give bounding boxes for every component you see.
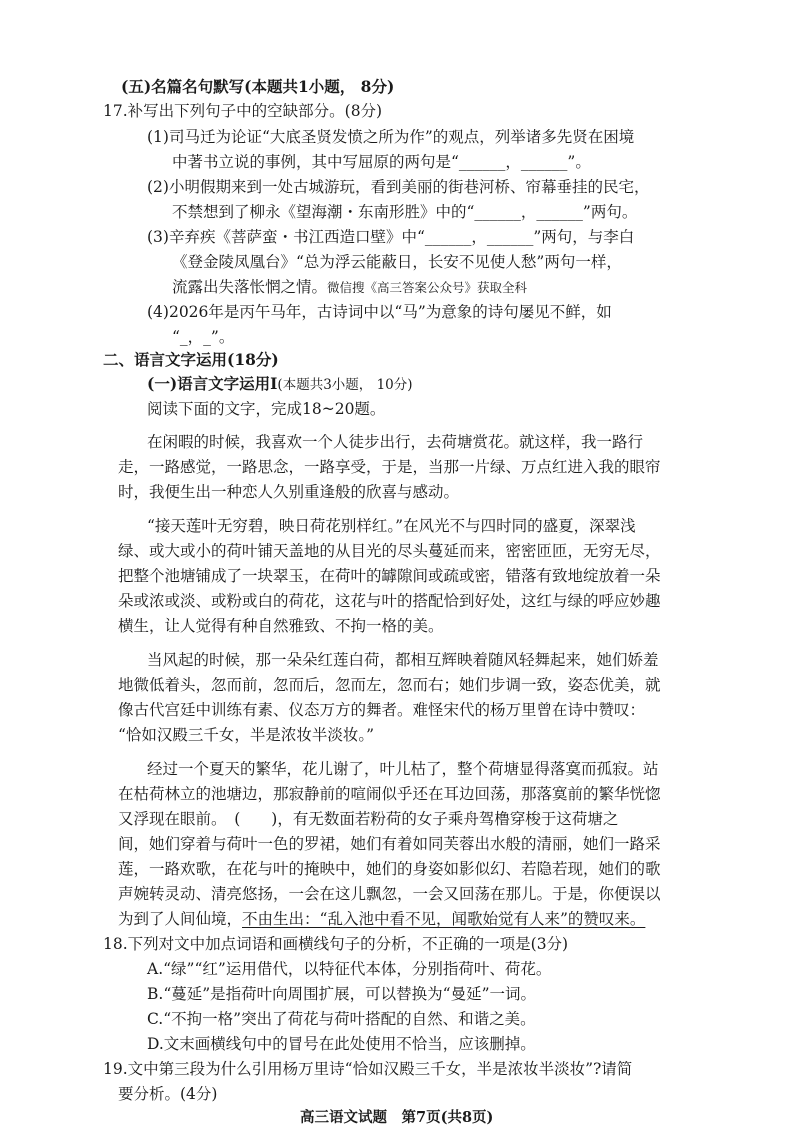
passage-p2-line-3: 把整个池塘铺成了一块翠玉，在荷叶的罅隙间或疏或密，错落有致地绽放着一朵: [118, 567, 661, 585]
passage-p2-line-2: 绿、或大或小的荷叶铺天盖地的从目光的尽头蔓延而来，密密匝匝，无穷无尽，: [118, 542, 661, 560]
passage-p3-line-4: “恰如汉殿三千女，半是浓妆半淡妆。”: [118, 726, 375, 744]
passage-p4-line-6: 声婉转灵动、清亮悠扬，一会在这儿飘忽，一会又回荡在那儿。于是，你便误以: [118, 885, 661, 903]
passage-p4-line-4: 间，她们穿着与荷叶一色的罗裙，她们有着如同芙蓉出水般的清丽，她们一路采: [118, 835, 661, 853]
passage-p4-line-7-text: 为到了人间仙境，: [118, 910, 243, 928]
question-19-line-1: 19.文中第三段为什么引用杨万里诗“恰如汉殿三千女，半是浓妆半淡妆”?请简: [103, 1060, 633, 1078]
section-two-heading: 二、语言文字运用(18分): [103, 350, 279, 369]
subsection-note: (本题共3小题， 10分): [277, 377, 413, 393]
passage-p1-line-2: 走，一路感觉，一路思念，一路享受，于是，当那一片绿、万点红进入我的眼帘: [118, 458, 661, 476]
page-footer: 高三语文试题 第7页(共8页): [300, 1109, 494, 1126]
passage-p1-line-3: 时，我便生出一种恋人久别重逢般的欣喜与感动。: [118, 483, 460, 501]
passage-p3-line-2: 地微低着头，忽而前，忽而后，忽而左，忽而右；她们步调一致，姿态优美，就: [118, 676, 661, 694]
q17-item-4-line-2: “_，_”。: [172, 328, 235, 346]
q17-item-3-line-2: 《登金陵凤凰台》“总为浮云能蔽日，长安不见使人愁”两句一样，: [172, 253, 622, 271]
q17-item-2-line-1: (2)小明假期来到一处古城游玩，看到美丽的街巷河桥、帘幕垂挂的民宅，: [147, 178, 650, 196]
reading-instruction: 阅读下面的文字，完成18~20题。: [147, 400, 386, 418]
q17-item-3-line-3-text: 流露出失落怅惘之情。: [172, 278, 328, 296]
passage-p4-line-5: 莲，一路欢歌，在花与叶的掩映中，她们的身姿如影似幻、若隐若现，她们的歌: [118, 860, 661, 878]
q17-item-3-line-1: (3)辛弃疾《菩萨蛮・书江西造口壁》中“______，______”两句，与李白: [147, 228, 635, 246]
section-five-heading: (五)名篇名句默写(本题共1小题， 8分): [121, 77, 395, 96]
q17-item-1-line-2: 中著书立说的事例，其中写屈原的两句是“______，______”。: [172, 153, 591, 171]
passage-p1-line-1: 在闲暇的时候，我喜欢一个人徒步出行，去荷塘赏花。就这样，我一路行: [147, 433, 644, 451]
question-17-stem: 17.补写出下列句子中的空缺部分。(8分): [103, 102, 383, 120]
passage-p2-line-5: 横生，让人觉得有种自然雅致、不拘一格的美。: [118, 617, 444, 635]
q17-item-3-line-3: [172, 277, 527, 298]
subsection-heading-row: [147, 374, 413, 395]
passage-p2-line-4: 朵或浓或淡、或粉或白的荷花，这花与叶的搭配恰到好处，这红与绿的呼应妙趣: [118, 592, 661, 610]
passage-p4-line-7: [118, 909, 645, 929]
q18-option-b: B.“蔓延”是指荷叶向周围扩展，可以替换为“曼延”一词。: [147, 985, 537, 1003]
question-19-line-2: 要分析。(4分): [118, 1085, 218, 1103]
q17-item-4-line-1: (4)2026年是丙午马年，古诗词中以“马”为意象的诗句屡见不鲜，如: [147, 303, 612, 321]
question-18-stem: 18.下列对文中加点词语和画横线句子的分析，不正确的一项是(3分): [103, 935, 569, 953]
passage-p4-line-2: 在枯荷林立的池塘边，那寂静前的喧闹似乎还在耳边回荡，那落寞前的繁华恍惚: [118, 785, 661, 803]
underlined-sentence: 不由生出：“乱入池中看不见，闻歌始觉有人来”的赞叹来。: [242, 910, 646, 928]
q18-option-a: A.“绿”“红”运用借代，以特征代本体，分别指荷叶、荷花。: [147, 960, 552, 978]
passage-p4-line-3: 又浮现在眼前。 ( )，有无数面若粉荷的女子乘舟驾橹穿梭于这荷塘之: [118, 810, 619, 828]
q18-option-c: C.“不拘一格”突出了荷花与荷叶搭配的自然、和谐之美。: [147, 1010, 536, 1028]
passage-p4-line-1: 经过一个夏天的繁华，花儿谢了，叶儿枯了，整个荷塘显得落寞而孤寂。站: [147, 760, 659, 778]
passage-p3-line-1: 当风起的时候，那一朵朵红莲白荷，都相互辉映着随风轻舞起来，她们娇羞: [147, 651, 659, 669]
q18-option-d: D.文末画横线句中的冒号在此处使用不恰当，应该删掉。: [147, 1035, 536, 1053]
watermark-text: 微信搜《高三答案公众号》获取全科: [327, 280, 528, 295]
passage-p3-line-3: 像古代宫廷中训练有素、仪态万方的舞者。难怪宋代的杨万里曾在诗中赞叹：: [118, 701, 646, 719]
q17-item-2-line-2: 不禁想到了柳永《望海潮・东南形胜》中的“______，______”两句。: [172, 203, 638, 221]
q17-item-1-line-1: (1)司马迁为论证“大底圣贤发愤之所为作”的观点，列举诸多先贤在困境: [147, 128, 635, 146]
subsection-heading: (一)语言文字运用Ⅰ: [147, 374, 278, 393]
passage-p2-line-1: “接天莲叶无穷碧，映日荷花别样红。”在风光不与四时同的盛夏，深翠浅: [147, 517, 636, 535]
